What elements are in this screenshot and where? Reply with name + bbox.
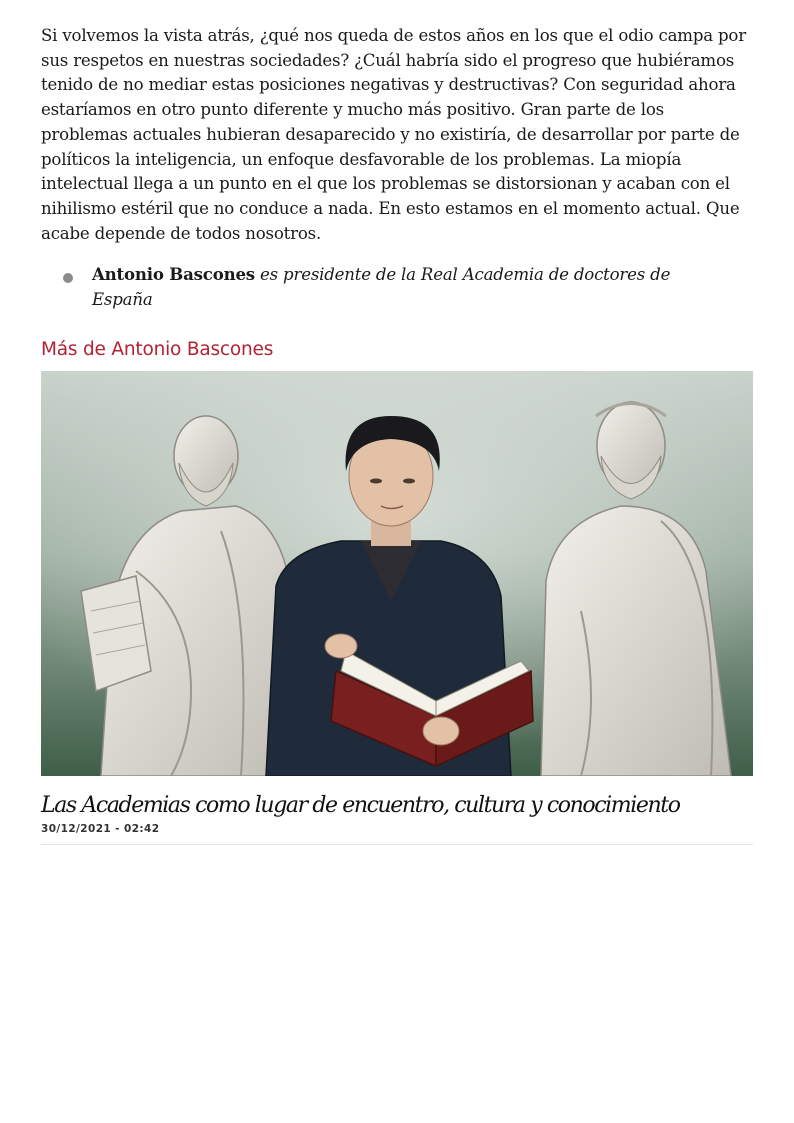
body-paragraph: Si volvemos la vista atrás, ¿qué nos queda de estos años en los que el odio campa por sus respetos en nuestras sociedades? ¿Cuál habría sido el progreso que hubiéramos tenido de no mediar estas posiciones negativas y destructivas? Con seguridad ahora estaríamos en otro punto diferente y mucho más positivo. Gran parte de los problemas actuales hubieran desaparecido y no existiría, de desarrollar por parte de políticos la inteligencia, un enfoque desfavorable de los problemas. La miopía intelectual llega a un punto en el que los problemas se distorsionan y acaban con el nihilismo estéril que no conduce a nada. En esto estamos en el momento actual. Que acabe depende de todos nosotros. [41,26,746,243]
related-section-title[interactable]: Más de Antonio Bascones [41,339,274,361]
bullet-icon [63,273,73,283]
divider [41,844,753,845]
author-note [41,262,753,312]
author-bio [92,262,722,312]
author-role: es presidente de la Real Academia de doctores de España [92,265,671,309]
related-article-date: 30/12/2021 - 02:42 [41,823,160,836]
related-article-title[interactable]: Las Academias como lugar de encuentro, cultura y conocimiento [41,793,680,819]
article-image[interactable] [41,371,753,776]
article-content [41,24,753,845]
author-name[interactable]: Antonio Bascones [92,264,255,285]
